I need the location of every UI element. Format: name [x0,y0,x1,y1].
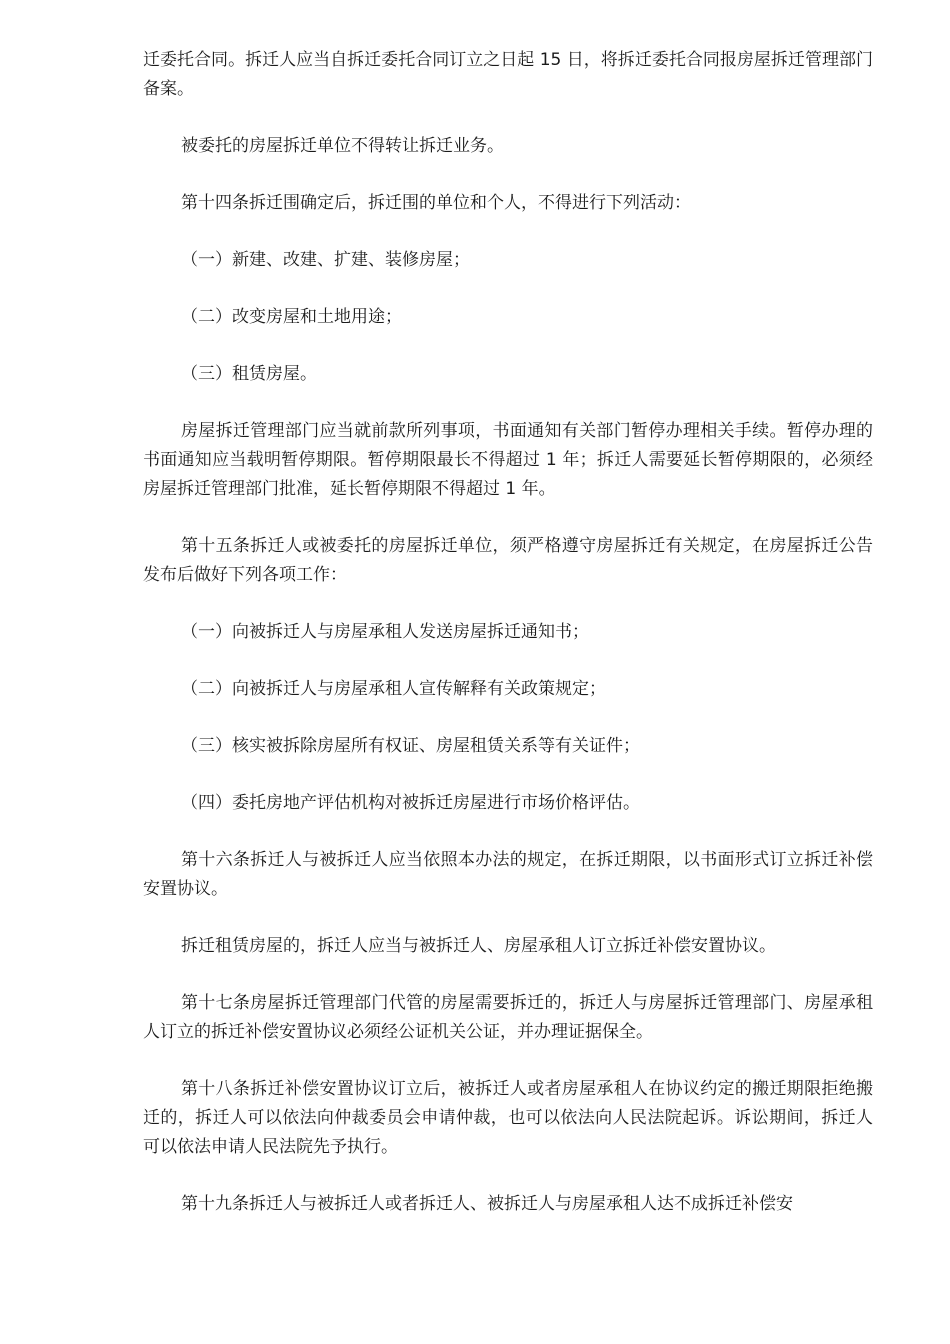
paragraph-article-18: 第十八条拆迁补偿安置协议订立后，被拆迁人或者房屋承租人在协议约定的搬迁期限拒绝搬迁的，拆迁人可以依法向仲裁委员会申请仲裁，也可以依法向人民法院起诉。诉讼期间，拆迁人可以依法申请人民法院先予执行。 [143,1079,873,1157]
paragraph-article-14-item-2: （二）改变房屋和土地用途； [181,307,402,327]
paragraph-article-14-item-1: （一）新建、改建、扩建、装修房屋； [181,250,470,270]
paragraph-article-15-item-4: （四）委托房地产评估机构对被拆迁房屋进行市场价格评估。 [181,793,640,813]
paragraph-article-15-item-3: （三）核实被拆除房屋所有权证、房屋租赁关系等有关证件； [181,736,640,756]
paragraph-article-14-item-3: （三）租赁房屋。 [181,364,317,384]
paragraph-article-15: 第十五条拆迁人或被委托的房屋拆迁单位，须严格遵守房屋拆迁有关规定，在房屋拆迁公告发布后做好下列各项工作： [143,536,873,585]
paragraph-article-16: 第十六条拆迁人与被拆迁人应当依照本办法的规定，在拆迁期限，以书面形式订立拆迁补偿安置协议。 [143,850,873,899]
paragraph-article-17: 第十七条房屋拆迁管理部门代管的房屋需要拆迁的，拆迁人与房屋拆迁管理部门、房屋承租人订立的拆迁补偿安置协议必须经公证机关公证，并办理证据保全。 [143,993,873,1042]
paragraph-continuation: 迁委托合同。拆迁人应当自拆迁委托合同订立之日起 15 日，将拆迁委托合同报房屋拆迁管理部门备案。 [143,50,873,99]
paragraph-article-15-item-1: （一）向被拆迁人与房屋承租人发送房屋拆迁通知书； [181,622,589,642]
paragraph-leased-housing: 拆迁租赁房屋的，拆迁人应当与被拆迁人、房屋承租人订立拆迁补偿安置协议。 [181,936,776,956]
document-body [143,46,873,1247]
paragraph-article-19: 第十九条拆迁人与被拆迁人或者拆迁人、被拆迁人与房屋承租人达不成拆迁补偿安 [181,1194,793,1214]
paragraph-suspension-notice: 房屋拆迁管理部门应当就前款所列事项，书面通知有关部门暂停办理相关手续。暂停办理的书面通知应当载明暂停期限。暂停期限最长不得超过 1 年；拆迁人需要延长暂停期限的，必须经房屋拆迁管理部门批准，延长暂停期限不得超过 1 年。 [143,421,873,499]
paragraph-article-14: 第十四条拆迁围确定后，拆迁围的单位和个人，不得进行下列活动： [181,193,691,213]
paragraph-no-transfer: 被委托的房屋拆迁单位不得转让拆迁业务。 [181,136,504,156]
paragraph-article-15-item-2: （二）向被拆迁人与房屋承租人宣传解释有关政策规定； [181,679,606,699]
